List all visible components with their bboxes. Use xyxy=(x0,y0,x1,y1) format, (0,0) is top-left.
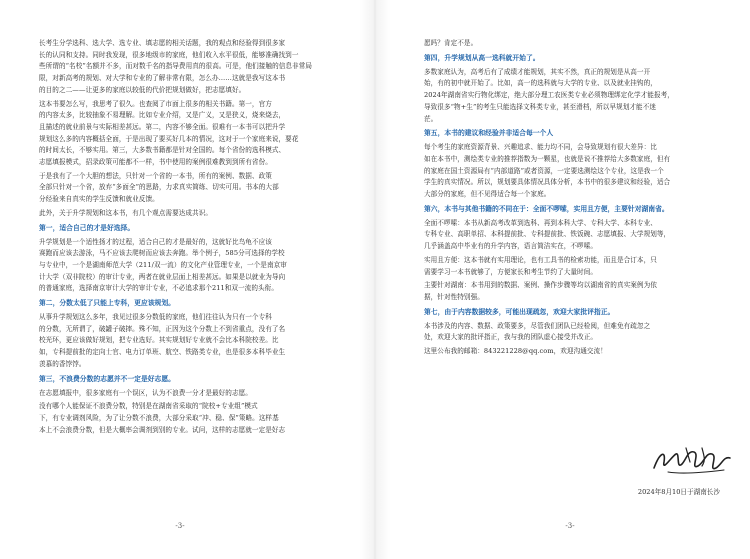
body-paragraph: 此外，关于升学规划和这本书，有几个观点需要达成共识。 xyxy=(39,208,212,217)
body-paragraph: 没有哪个人能保证不浪费分数，特别是在湖南省采取的“院校+专业组”模式 下，有专业调剂风险，为了让分数不浪费，大部分采取“冲、稳、保”策略。这样基 本上不会浪费分数，但是大概率会调剂到别的专业。试问，这样的志愿就一定是好志 xyxy=(39,402,286,434)
body-paragraph: 本书涉及的内容、数据、政策要多，尽管我们团队已经检阅，但难免有疏忽之 处，欢迎大家的批评指正，我与我的团队虚心接受并改正。 xyxy=(424,321,651,342)
right-page xyxy=(390,0,750,559)
page-number: -3- xyxy=(175,522,185,530)
left-page-content xyxy=(39,38,340,436)
body-paragraph: 主要针对湖南：本书用到的数据、案例、操作步骤等均以湖南省的真实案例为依 据，针对性特别强。 xyxy=(424,281,657,301)
section-heading: 第二，分数太低了只能上专科，更应该规划。 xyxy=(39,299,175,308)
body-paragraph: 多数家庭认为，高考后有了成绩才能规划，其实不然，真正的规划是从高一开 始，有的初中就开始了。比如，高一的选科就与大学的专业、以及就业挂钩的， 2024年湖南省实行物化绑定，绝大部分理工农医类专业必须物理绑定化学才能报考， 导致很多“物+生”的考生只能选择文科类专业，甚至滑档，所以早规划才能不迷 茫。 xyxy=(424,67,674,123)
page-number: -3- xyxy=(565,522,575,530)
body-paragraph: 长考生分学选科、选大学、选专业、填志愿的相关话题，我的观点和经验得到很多家 长的认同和支持。同时我发现，很多地级市的家庭，他们收入水平很低，能够准确找到一 些所谓的“名校”名额并不多，而对数千名的指导费用真的很高。可是，他们接触的信息非常局 限，对新高考的规划、对大学和专业的了解非常有限，怎么办……这就是我写这本书 的目的之二——让更多的家庭以较低的代价把规划做好，把志愿填好。 xyxy=(39,39,313,94)
body-paragraph: 愿吗？肯定不是。 xyxy=(424,39,478,47)
section-heading: 第七，由于内容数据较多，可能出现疏忽，欢迎大家批评指正。 xyxy=(424,307,615,316)
body-paragraph: 从事升学规划这么多年，我见过很多分数低的家庭，他们往往认为只有一个专科 的分数，无所谓了，破罐子破摔。殊不知，正因为这个分数上不到省重点，没有了名 校光环，更应该做好规划，把专业选好。其实规划好专业就不会比本科院校差。比 如，专科提前批的定向士官、电力订单班、航空、铁路类专业，也是很多本科毕业生 羡慕的香饽饽。 xyxy=(39,313,286,368)
body-paragraph: 实用且方便：这本书就有实用理论，也有工具书的检索功能，而且是合订本，只 需要学习一本书就够了，方便家长和考生节约了大量时间。 xyxy=(424,255,657,276)
signoff-date: 2024年8月10日于湖南长沙 xyxy=(637,488,720,496)
body-paragraph: 这本书要怎么写，我思考了很久。也查阅了市面上很多的相关书籍。第一，官方 的内容太多，比较抽象不易理解。比如专业介绍，又是广义，又是狭义，烧来烧去， 且描述的就业前景与实际相差甚远。第二，内容不够全面。很难有一本书可以把升学 规划这么多的内容概括全面，于是出现了要买好几本的情况，这对于一个家庭来说，要花 的时间太长，不够实用。第三，大多数书籍都是针对全国的。每个省份的选科模式、 志愿填报模式，招录政策可能都不一样，书中使用的案例很难教到到所有省份。 xyxy=(39,99,299,167)
section-heading: 第三，不浪费分数的志愿并不一定是好志愿。 xyxy=(39,374,175,383)
body-paragraph: 每个考生的家庭资源背景、兴趣追求、能力均不同，会导致规划有很大差异：比 如在本书中，测绘类专业的推荐指数为一颗星，也就是说不推荐给大多数家庭，但有 的家庭在国土资源局有“内部道路”或者资源，一定要选测绘这个专业，这是我一个 学生的真实情况。所以，规划要具体情况具体分析，本书中的很多建议和经验，适合 大部分的家庭，但不见得适合每一个家庭。 xyxy=(424,143,671,199)
section-heading: 第四，升学规划从高一选科就开始了。 xyxy=(424,53,540,62)
body-paragraph: 这里公布我的邮箱：843221228@qq.com，欢迎沟通交流！ xyxy=(424,347,607,356)
body-paragraph: 全面不啰嗦：本书从新高考改革到选科、再到本科大学、专科大学、本科专业、 专科专业、高职单招、本科提前批、专科提前批、铁饭碗、志愿填报、大学规划等， 几乎涵盖高中毕业有的升学内容，语言简洁实在，不啰嗦。 xyxy=(424,218,671,251)
left-page xyxy=(0,0,360,559)
page-gutter xyxy=(360,0,390,559)
body-paragraph: 在志愿填报中，很多家庭有一个误区，认为不浪费一分才是最好的志愿。 xyxy=(39,388,252,397)
right-page-content xyxy=(424,38,720,358)
handwritten-signature xyxy=(650,442,734,480)
body-paragraph: 升学规划是一个适性扬才的过程，适合自己的才是最好的，这就好比鸟龟不应该 赛跑而应该去游泳，马不应该去爬树而应该去奔跑。举个例子，585分可选择的学校 与专业中，一个是湖南师范大学（211/双一流）的文化产业管理专业，一个是南京审 计大学（双非院校）的审计专业，两者在就业层面上相差甚远。如果是以就业为导向 的普通家庭，选择南京审计大学的审计专业，不必追求那个211和双一流的头衔。 xyxy=(39,237,287,293)
section-heading: 第六，本书与其他书籍的不同在于：全面不啰嗦，实用且方便，主要针对湖南省。 xyxy=(424,204,669,213)
section-heading: 第一，适合自己的才是好选择。 xyxy=(39,223,135,232)
section-heading: 第五，本书的建议和经验并非适合每一个人 xyxy=(424,129,554,138)
body-paragraph: 于是我有了一个大胆的想法，只针对一个省的一本书，所有的案例、数据、政策 全部只针对一个省，放弃“多面全”的思路，力求真实简练、切实可用。书本的大部 分经验来自真实的学生反馈和就业反馈。 xyxy=(39,171,279,204)
